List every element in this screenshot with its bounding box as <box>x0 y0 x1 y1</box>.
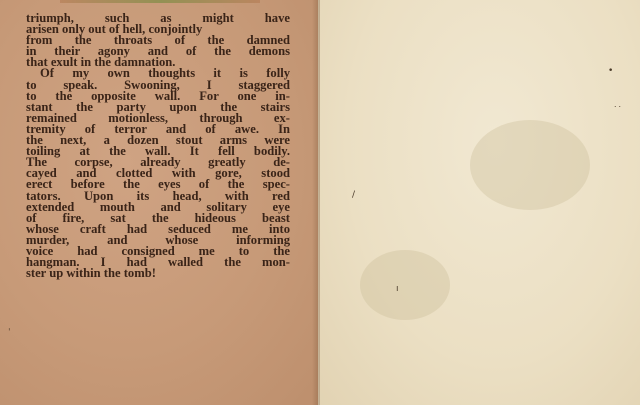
text-line: Of my own thoughts it is folly <box>40 66 290 81</box>
story-text-block <box>26 13 290 279</box>
text-line: cayed and clotted with gore, stood <box>26 166 290 181</box>
text-line: remained motionless, through ex- <box>26 110 290 125</box>
text-line: tremity of terror and of awe. In <box>26 121 290 136</box>
paper-stain <box>360 250 450 320</box>
ink-speck: ˙˙ <box>613 106 622 116</box>
text-line: arisen only out of hell, conjointly <box>26 22 203 37</box>
text-line: hangman. I had walled the mon- <box>26 255 290 270</box>
left-page <box>0 0 318 405</box>
paper-stain <box>470 120 590 210</box>
ink-speck: ˈ <box>8 328 11 338</box>
text-line: of fire, sat the hideous beast <box>26 210 290 225</box>
text-line: triumph, such as might have <box>26 11 290 25</box>
text-line: The corpse, already greatly de- <box>26 155 290 170</box>
text-line: extended mouth and solitary eye <box>26 199 290 214</box>
text-line: to speak. Swooning, I staggered <box>26 77 290 92</box>
text-line: erect before the eyes of the spec- <box>26 177 290 192</box>
text-line: that exult in the damnation. <box>26 55 176 70</box>
text-line: tators. Upon its head, with red <box>26 188 290 203</box>
text-line: stant the party upon the stairs <box>26 99 290 114</box>
top-edge-stain <box>60 0 260 3</box>
ink-speck: • <box>608 66 614 76</box>
text-line: from the throats of the damned <box>26 33 290 48</box>
text-line: voice had consigned me to the <box>26 243 290 258</box>
text-line: ster up within the tomb! <box>26 266 156 281</box>
text-line: toiling at the wall. It fell bodily. <box>26 144 290 159</box>
text-line: whose craft had seduced me into <box>26 221 290 236</box>
right-page-blank <box>320 0 640 405</box>
ink-speck: ı <box>396 284 399 294</box>
text-line: the next, a dozen stout arms were <box>26 133 290 148</box>
text-line: to the opposite wall. For one in- <box>26 88 290 103</box>
text-line: murder, and whose informing <box>26 232 290 247</box>
ink-speck: / <box>352 190 356 200</box>
text-line: in their agony and of the demons <box>26 44 290 59</box>
